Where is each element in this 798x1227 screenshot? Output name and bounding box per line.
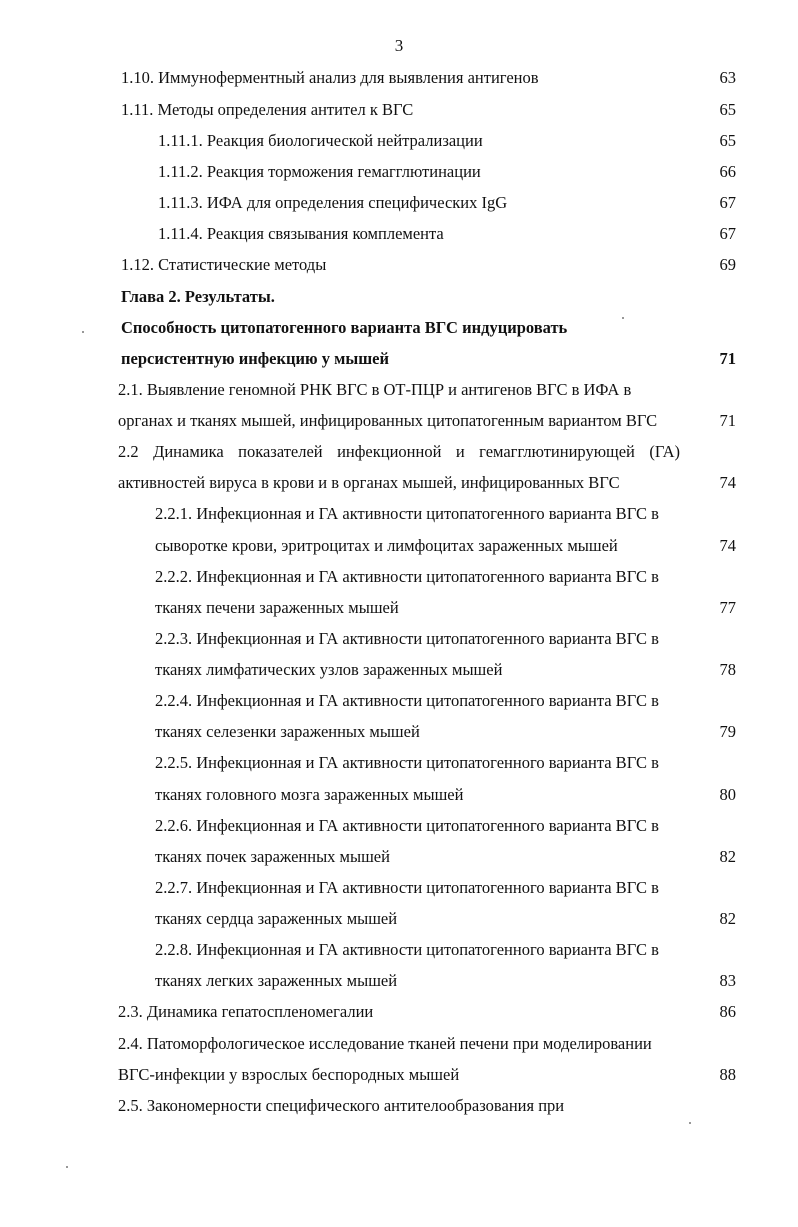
toc-entry-text: 2.2.4. Инфекционная и ГА активности цитопатогенного варианта ВГС в — [155, 691, 659, 710]
toc-entry-text: 2.2.7. Инфекционная и ГА активности цитопатогенного варианта ВГС в — [155, 878, 659, 897]
scan-speck — [82, 331, 84, 333]
scan-speck — [66, 1166, 68, 1168]
toc-entry-page: 88 — [719, 1065, 736, 1084]
toc-entry-text: 1.11.2. Реакция торможения гемагглютинации — [158, 162, 481, 181]
toc-entry — [0, 501, 798, 527]
toc-entry-page: 63 — [719, 68, 736, 87]
toc-entry — [0, 159, 798, 185]
toc-entry — [0, 377, 798, 403]
toc-entry-page: 83 — [719, 971, 736, 990]
toc-entry-page: 65 — [719, 100, 736, 119]
toc-entry — [0, 408, 798, 434]
toc-entry-page: 71 — [719, 349, 736, 368]
toc-entry-text: ВГС-инфекции у взрослых беспородных мышей — [118, 1065, 460, 1084]
toc-entry — [0, 252, 798, 278]
toc-entry-page: 71 — [719, 411, 736, 430]
toc-entry-text: тканях головного мозга зараженных мышей — [155, 785, 464, 804]
toc-entry — [0, 564, 798, 590]
toc-entry-page: 66 — [719, 162, 736, 181]
toc-entry — [0, 688, 798, 714]
toc-entry — [0, 906, 798, 932]
toc-entry — [0, 1062, 798, 1088]
toc-entry-text: сыворотке крови, эритроцитах и лимфоцитах зараженных мышей — [155, 536, 618, 555]
toc-entry-text: активностей вируса в крови и в органах мышей, инфицированных ВГС — [118, 473, 620, 492]
scan-speck — [622, 317, 624, 319]
toc-entry-text: 2.3. Динамика гепатоспленомегалии — [118, 1002, 374, 1021]
toc-entry — [0, 1093, 798, 1119]
toc-entry-text: 2.4. Патоморфологическое исследование тканей печени при моделировании — [118, 1034, 652, 1053]
scan-speck — [689, 1122, 691, 1124]
toc-entry-text: 2.2.1. Инфекционная и ГА активности цитопатогенного варианта ВГС в — [155, 504, 659, 523]
chapter-heading — [0, 284, 798, 310]
toc-entry-text: тканях почек зараженных мышей — [155, 847, 390, 866]
toc-entry — [0, 719, 798, 745]
toc-entry-text: 2.2.8. Инфекционная и ГА активности цитопатогенного варианта ВГС в — [155, 940, 659, 959]
toc-entry — [0, 937, 798, 963]
toc-entry-text: 2.2.3. Инфекционная и ГА активности цитопатогенного варианта ВГС в — [155, 629, 659, 648]
toc-entry — [0, 1031, 798, 1057]
toc-entry — [0, 657, 798, 683]
toc-entry — [0, 999, 798, 1025]
toc-entry-text: тканях лимфатических узлов зараженных мышей — [155, 660, 503, 679]
toc-entry — [0, 128, 798, 154]
toc-entry-page: 78 — [719, 660, 736, 679]
toc-entry-text: тканях селезенки зараженных мышей — [155, 722, 420, 741]
toc-entry-text: 1.12. Статистические методы — [121, 255, 327, 274]
toc-entry-text: органах и тканях мышей, инфицированных цитопатогенным вариантом ВГС — [118, 411, 658, 430]
toc-entry-text: 1.11. Методы определения антител к ВГС — [121, 100, 414, 119]
chapter-heading-text: Глава 2. Результаты. — [121, 287, 275, 306]
toc-entry-text: тканях легких зараженных мышей — [155, 971, 398, 990]
toc-entry-page: 74 — [719, 536, 736, 555]
toc-entry — [0, 782, 798, 808]
toc-entry — [0, 190, 798, 216]
chapter-title-line — [0, 315, 798, 341]
toc-entry — [0, 626, 798, 652]
toc-entry-text: 2.2 Динамика показателей инфекционной и гемагглютинирующей (ГА) — [118, 442, 680, 461]
toc-entry-text: 1.11.1. Реакция биологической нейтрализации — [158, 131, 483, 150]
toc-entry — [0, 439, 798, 465]
toc-entry-text: 1.11.4. Реакция связывания комплемента — [158, 224, 444, 243]
toc-entry-text: 2.2.6. Инфекционная и ГА активности цитопатогенного варианта ВГС в — [155, 816, 659, 835]
toc-entry — [0, 221, 798, 247]
toc-entry — [0, 813, 798, 839]
chapter-title-line — [0, 346, 798, 372]
chapter-title-text: персистентную инфекцию у мышей — [121, 349, 389, 368]
toc-entry-text: тканях печени зараженных мышей — [155, 598, 399, 617]
toc-entry-page: 67 — [719, 224, 736, 243]
toc-entry-page: 79 — [719, 722, 736, 741]
toc-entry-page: 67 — [719, 193, 736, 212]
toc-entry — [0, 533, 798, 559]
toc-entry-page: 74 — [719, 473, 736, 492]
toc-entry-text: 2.1. Выявление геномной РНК ВГС в ОТ-ПЦР и антигенов ВГС в ИФА в — [118, 380, 632, 399]
toc-entry-text: 1.10. Иммуноферментный анализ для выявления антигенов — [121, 68, 539, 87]
toc-entry-page: 65 — [719, 131, 736, 150]
toc-entry-page: 77 — [719, 598, 736, 617]
toc-entry-text: 1.11.3. ИФА для определения специфических IgG — [158, 193, 508, 212]
toc-entry-text: 2.5. Закономерности специфического антителообразования при — [118, 1096, 565, 1115]
toc-entry-page: 82 — [719, 909, 736, 928]
toc-entry — [0, 875, 798, 901]
toc-entry — [0, 470, 798, 496]
toc-entry-page: 82 — [719, 847, 736, 866]
toc-entry — [0, 968, 798, 994]
toc-entry — [0, 595, 798, 621]
toc-entry — [0, 65, 798, 91]
toc-entry — [0, 750, 798, 776]
toc-entry-text: 2.2.5. Инфекционная и ГА активности цитопатогенного варианта ВГС в — [155, 753, 659, 772]
page-number: 3 — [394, 36, 404, 55]
toc-entry — [0, 844, 798, 870]
toc-entry-page: 86 — [719, 1002, 736, 1021]
chapter-title-text: Способность цитопатогенного варианта ВГС индуцировать — [121, 318, 568, 337]
toc-entry — [0, 97, 798, 123]
toc-entry-page: 69 — [719, 255, 736, 274]
toc-entry-text: 2.2.2. Инфекционная и ГА активности цитопатогенного варианта ВГС в — [155, 567, 659, 586]
toc-entry-page: 80 — [719, 785, 736, 804]
toc-entry-text: тканях сердца зараженных мышей — [155, 909, 398, 928]
